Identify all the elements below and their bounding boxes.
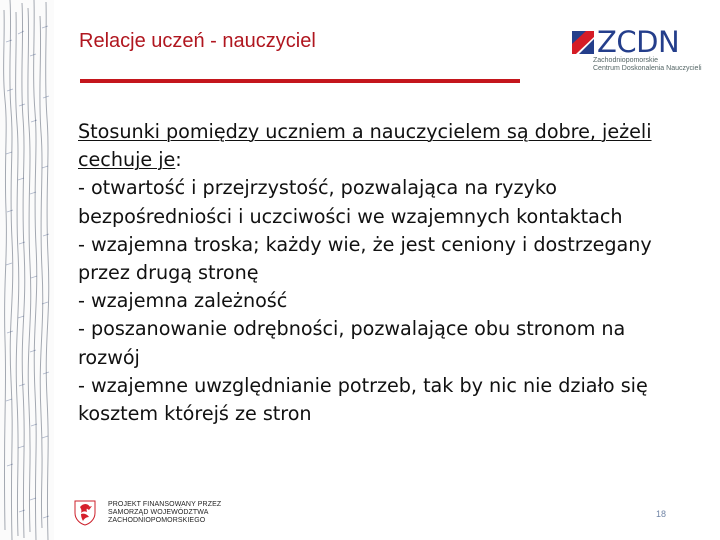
slide-title: Relacje uczeń - nauczyciel (79, 30, 316, 52)
footer-logo-line-3: ZACHODNIOPOMORSKIEGO (108, 517, 206, 524)
footer-funding-logo (73, 497, 222, 527)
bullet-item: - otwartość i przejrzystość, pozwalająca na ryzyko bezpośredniości i uczciwości we wzajemnych kontaktach (78, 176, 623, 228)
decorative-handwriting-side-stripe (0, 0, 54, 540)
intro-line (78, 118, 668, 174)
griffin-emblem-icon (73, 499, 97, 526)
bullet-item: - wzajemna zależność (78, 289, 288, 313)
page-number: 18 (655, 509, 666, 519)
intro-sentence: Stosunki pomiędzy uczniem a nauczycielem są dobre, jeżeli cechuje je (78, 120, 652, 172)
bullet-item: - wzajemna troska; każdy wie, że jest ceniony i dostrzegany przez drugą stronę (78, 232, 652, 285)
footer-logo-line-1: PROJEKT FINANSOWANY PRZEZ (108, 501, 222, 508)
zcdn-logo-icon (571, 29, 595, 56)
title-underline-rule (80, 79, 520, 83)
bullet-item: - poszanowanie odrębności, pozwalające obu stronom na rozwój (78, 317, 626, 369)
zcdn-logo-wordmark: ZCDN (597, 25, 680, 59)
zcdn-logo-subtitle-line-2: Centrum Doskonalenia Nauczycieli (593, 65, 702, 72)
bullet-item: - wzajemne uwzględnianie potrzeb, tak by nic nie działo się kosztem którejś ze stron (78, 373, 648, 426)
zcdn-logo-subtitle-line-1: Zachodniopomorskie (593, 57, 658, 64)
intro-colon: : (175, 148, 182, 172)
handwriting-pattern-icon (0, 0, 54, 540)
footer-logo-line-2: SAMORZĄD WOJEWÓDZTWA (108, 509, 209, 516)
slide-body-text (78, 118, 668, 428)
zcdn-logo (571, 25, 702, 73)
